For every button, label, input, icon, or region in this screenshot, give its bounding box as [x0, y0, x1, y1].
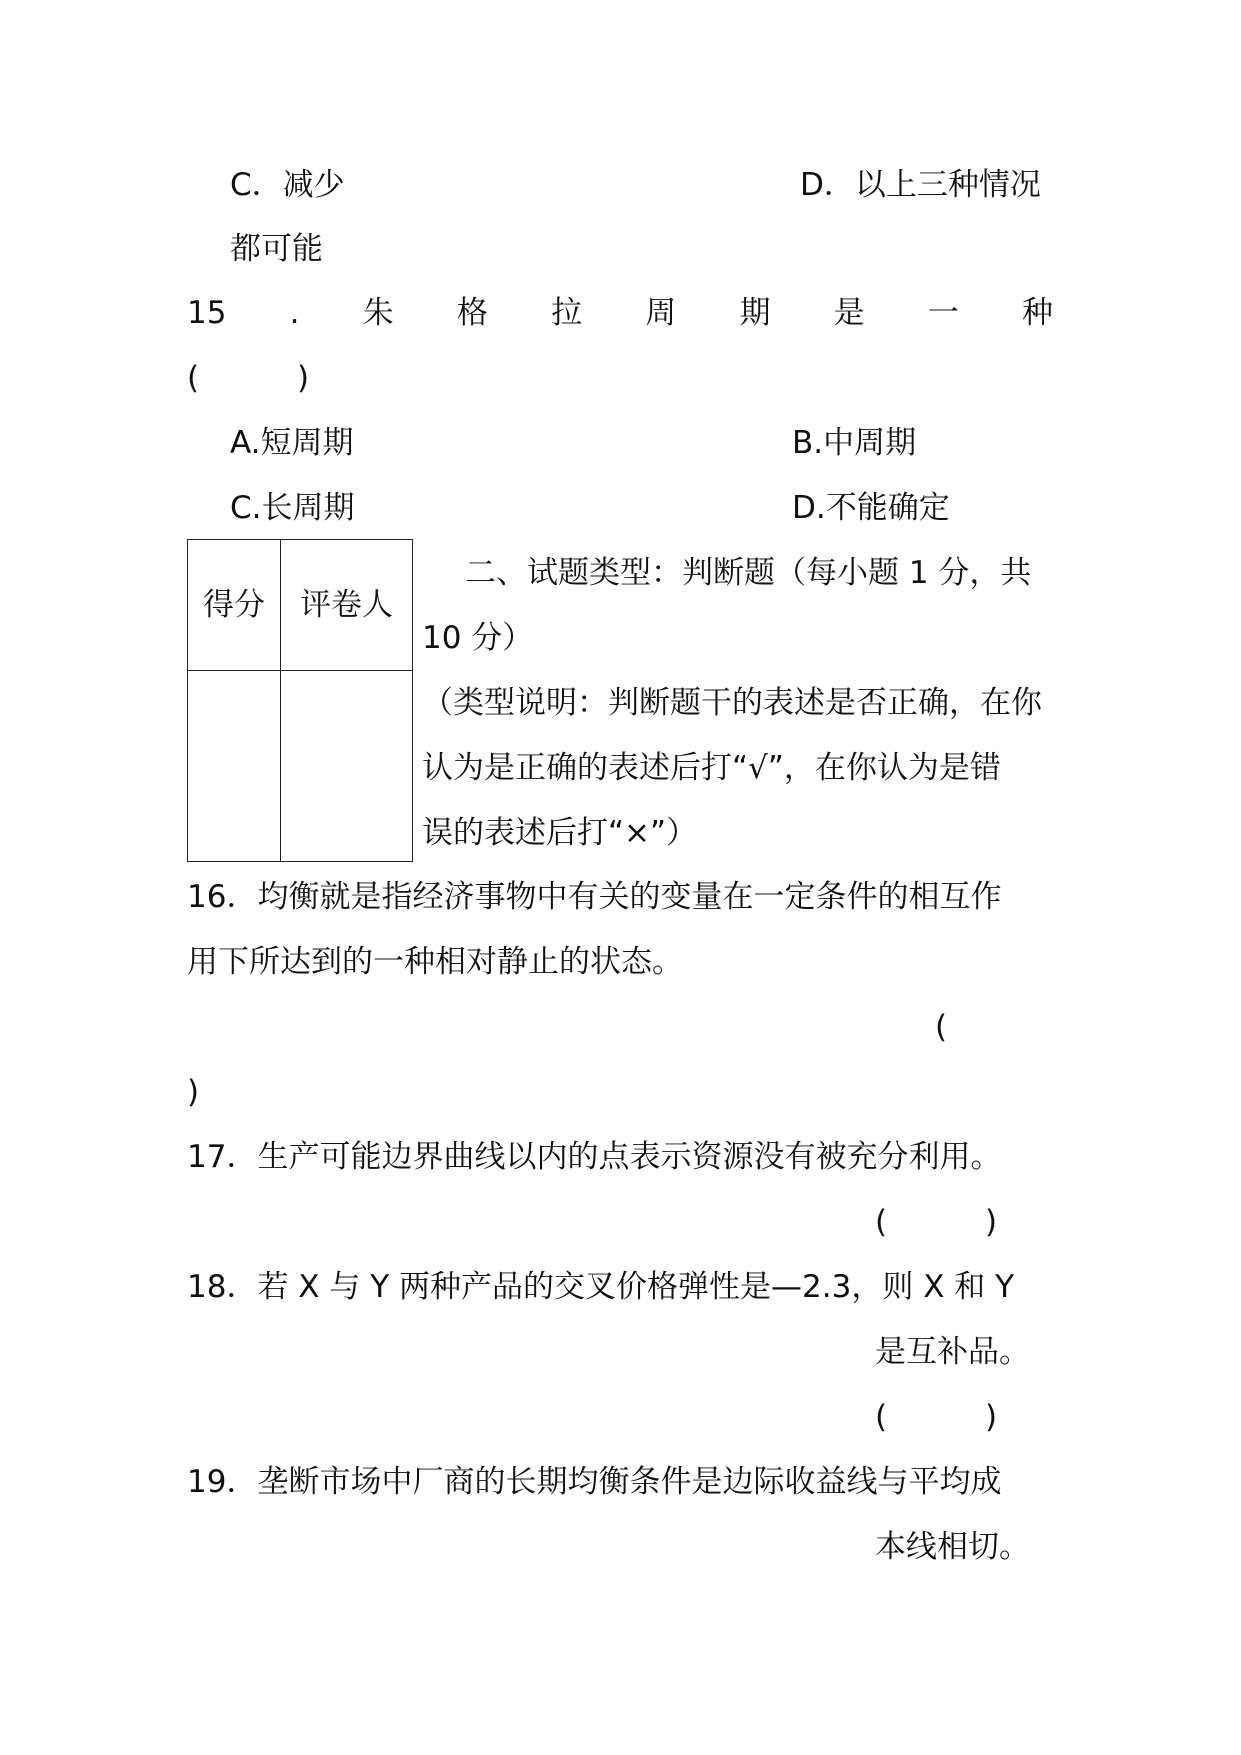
q14-option-d: D．以上三种情况	[800, 167, 1041, 203]
score-cell	[188, 671, 281, 862]
q14-option-d-continued: 都可能	[230, 231, 323, 267]
section-note: 认为是正确的表述后打“√”，在你认为是错	[422, 750, 1001, 786]
q16-text: 16．均衡就是指经济事物中有关的变量在一定条件的相互作	[187, 879, 1002, 915]
q18-text: 18．若 X 与 Y 两种产品的交叉价格弹性是—2.3，则 X 和 Y	[187, 1269, 1015, 1305]
q19-text: 19．垄断市场中厂商的长期均衡条件是边际收益线与平均成	[187, 1464, 1002, 1500]
q18-answer-paren-close: )	[985, 1399, 998, 1435]
q15-answer-paren-open: (	[187, 360, 200, 396]
q15-stem-char: 周	[645, 295, 677, 331]
q16-text-continued: 用下所达到的一种相对静止的状态。	[187, 944, 683, 980]
score-table	[187, 539, 413, 862]
q15-option-d: D.不能确定	[792, 490, 950, 526]
q18-answer-paren-open: (	[875, 1399, 888, 1435]
q14-option-c: C．减少	[230, 167, 345, 203]
q15-stem-char: 拉	[551, 295, 583, 331]
grader-label: 评卷人	[281, 540, 413, 671]
q15-stem	[187, 295, 1053, 331]
q15-option-a: A.短周期	[230, 425, 354, 461]
q15-stem-char: 期	[739, 295, 771, 331]
q15-option-c: C.长周期	[230, 490, 355, 526]
q17-answer-paren-close: )	[985, 1204, 998, 1240]
section-heading: 二、试题类型：判断题（每小题 1 分，共	[465, 555, 1032, 591]
q15-number: 15	[187, 295, 227, 331]
q15-stem-char: 朱	[362, 295, 394, 331]
grader-cell	[281, 671, 413, 862]
q17-text: 17．生产可能边界曲线以内的点表示资源没有被充分利用。	[187, 1139, 1002, 1175]
q15-stem-char: 一	[927, 295, 959, 331]
q18-text-continued: 是互补品。	[875, 1334, 1030, 1370]
q15-stem-char: 格	[456, 295, 488, 331]
q15-option-b: B.中周期	[792, 425, 917, 461]
section-note: 误的表述后打“×”）	[422, 815, 698, 851]
q15-dot: .	[289, 295, 300, 331]
q19-text-continued: 本线相切。	[875, 1529, 1030, 1565]
q15-answer-paren-close: )	[297, 360, 310, 396]
section-note: （类型说明：判断题干的表述是否正确，在你	[422, 685, 1042, 721]
q16-answer-paren-close: )	[187, 1074, 200, 1110]
q16-answer-paren-open: (	[935, 1009, 948, 1045]
q15-stem-char: 是	[833, 295, 865, 331]
score-label: 得分	[188, 540, 281, 671]
q15-stem-char: 种	[1022, 295, 1053, 331]
section-heading-continued: 10 分）	[422, 620, 534, 656]
q17-answer-paren-open: (	[875, 1204, 888, 1240]
